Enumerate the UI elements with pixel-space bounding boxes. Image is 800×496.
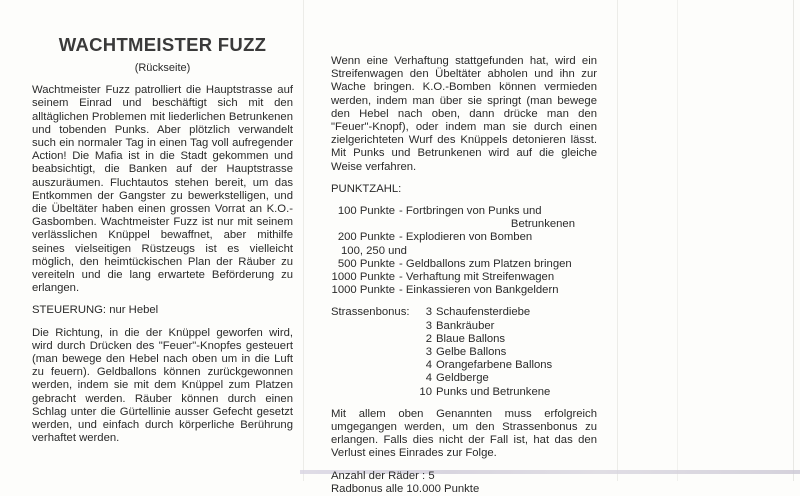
- document-subtitle: (Rückseite): [134, 62, 191, 74]
- intro-paragraph: Wachtmeister Fuzz patrolliert die Hauptstrasse auf seinem Einrad und beschäftigt sich mit den alltäglichen Problemen mit liederlichen Betrunkenen und tobenden Punks. Aber plötzlich verwandelt such ein normaler Tag in einen Tag voll aufregender Action! Die Mafia ist in die Stadt gekommen und beabsichtigt, die Banken auf der Hauptstrasse auszuräumen. Fluchtautos stehen bereit, um das Entkommen der Gangster zu bewerkstelligen, und die Übeltäter haben einen grossen Vorrat an K.O.-Gasbomben. Wachtmeister Fuzz ist nur mit seinem verlässlichen Knüppel bewaffnet, aber mithilfe seines vielseitigen Rüstzeugs ist es vielleicht möglich, den heimtückischen Plan der Räuber zu vereiteln und die lang erwartete Beförderung zu erlangen.: [32, 84, 293, 295]
- wheel-count: Anzahl der Räder : 5: [331, 469, 435, 482]
- fold-line: [677, 0, 678, 481]
- bonus-item: 3 Bankräuber: [425, 319, 495, 332]
- fold-line: [617, 0, 618, 481]
- fold-line: [303, 0, 304, 481]
- score-row: 200 Punkte - Explodieren von Bomben: [337, 231, 533, 244]
- score-row: 1000 Punkte - Einkassieren von Bankgeldern: [331, 284, 559, 297]
- score-row-continuation: Betrunkenen: [510, 218, 575, 231]
- street-bonus-list: [417, 306, 552, 398]
- bonus-item: 4 Geldberge: [425, 372, 489, 385]
- score-row: 100 Punkte - Fortbringen von Punks und: [337, 205, 542, 218]
- street-bonus-label: Strassenbonus:: [331, 306, 410, 319]
- left-panel: [32, 34, 293, 454]
- middle-panel: [331, 55, 597, 496]
- bonus-item: 2 Blaue Ballons: [425, 332, 506, 345]
- score-heading: PUNKTZAHL:: [331, 182, 402, 195]
- score-row: 1000 Punkte - Verhaftung mit Streifenwagen: [331, 271, 555, 284]
- score-table: [331, 205, 597, 297]
- arrest-paragraph: Wenn eine Verhaftung stattgefunden hat, wird ein Streifenwagen den Übeltäter abholen und ihn zur Wache bringen. K.O.-Bomben können vermieden werden, indem man über sie springt (man bewege den Hebel nach oben, dann drücke man den "Feuer"-Knopf), oder indem man sie durch einen zielgerichteten Wurf des Knüppels detonieren lässt. Mit Punks und Betrunkenen wird auf die gleiche Weise verfahren.: [331, 55, 597, 173]
- street-bonus: [331, 306, 597, 398]
- bonus-item: 3 Schaufensterdiebe: [425, 306, 531, 319]
- score-row: 100, 250 und: [341, 244, 407, 257]
- controls-paragraph: Die Richtung, in die der Knüppel geworfen wird, wird durch Drücken des "Feuer"-Knopfes gesteuert (man bewege den Hebel nach oben um in die Luft zu feuern). Geldballons können zurückgewonnen werden, indem sie mit dem Knüppel zum Platzen gebracht werden. Räuber können durch einen Schlag unter die Gürtellinie ausser Gefecht gesetzt werden, und einfach durch körperliche Berührung verhaftet werden.: [32, 326, 293, 445]
- controls-heading: STEUERUNG: nur Hebel: [32, 304, 159, 317]
- fold-line: [793, 0, 794, 481]
- bonus-item: 4 Orangefarbene Ballons: [425, 359, 553, 372]
- bonus-item: 10 Punks und Betrunkene: [419, 385, 551, 398]
- document-title: WACHTMEISTER FUZZ: [58, 34, 267, 55]
- bonus-note: Mit allem oben Genannten muss erfolgreich umgegangen werden, um den Strassenbonus zu erlangen. Falls dies nicht der Fall ist, hat das den Verlust eines Einrades zur Folge.: [331, 407, 597, 460]
- wheel-bonus: Radbonus alle 10.000 Punkte: [331, 482, 480, 495]
- bonus-item: 3 Gelbe Ballons: [425, 346, 507, 359]
- score-row: 500 Punkte - Geldballons zum Platzen bringen: [337, 257, 572, 270]
